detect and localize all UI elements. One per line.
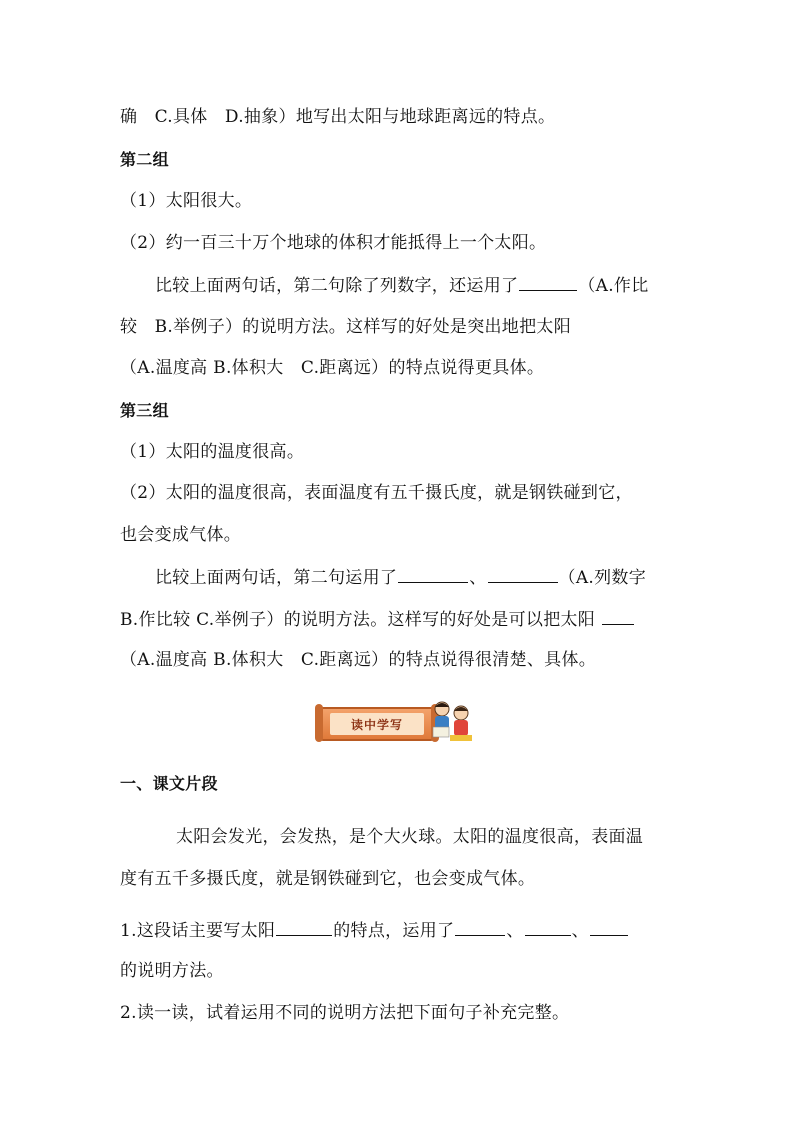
group-2-question-line-2: 较 B.举例子）的说明方法。这样写的好处是突出地把太阳	[120, 317, 571, 337]
answer-blank[interactable]	[276, 919, 332, 936]
text: 1.这段话主要写太阳	[120, 921, 276, 941]
text: 比较上面两句话，第二句除了列数字，还运用了	[155, 276, 519, 296]
line-1: 确 C.具体 D.抽象）地写出太阳与地球距离远的特点。	[120, 107, 556, 127]
answer-blank[interactable]	[488, 566, 558, 583]
text: 、	[571, 921, 589, 941]
answer-blank[interactable]	[455, 919, 505, 936]
passage-line-2: 度有五千多摄氏度，就是钢铁碰到它，也会变成气体。	[120, 869, 536, 889]
text: （A.作比	[578, 276, 649, 296]
text: B.作比较 C.举例子）的说明方法。这样写的好处是可以把太阳	[120, 610, 601, 630]
scroll-label-area	[330, 713, 424, 735]
group-3-question-line-2	[120, 608, 635, 631]
group-2-question-line-1	[155, 274, 649, 297]
group-3-sentence-2-cont: 也会变成气体。	[120, 525, 242, 545]
section-banner	[316, 697, 474, 747]
question-1-cont: 的说明方法。	[120, 961, 224, 981]
text: 、	[506, 921, 524, 941]
children-reading-illustration-icon	[430, 697, 474, 747]
answer-blank[interactable]	[590, 919, 628, 936]
banner-title: 读中学写	[350, 717, 403, 732]
group-2-question-line-3: （A.温度高 B.体积大 C.距离远）的特点说得更具体。	[120, 358, 545, 378]
text: 比较上面两句话，第二句运用了	[155, 568, 398, 588]
section-1-heading: 一、课文片段	[120, 774, 218, 793]
group-2-sentence-2: （2）约一百三十万个地球的体积才能抵得上一个太阳。	[120, 233, 547, 253]
passage-line-1: 太阳会发光，会发热，是个大火球。太阳的温度很高，表面温	[176, 827, 644, 847]
text: 、	[469, 568, 487, 588]
answer-blank[interactable]	[525, 919, 571, 936]
answer-blank[interactable]	[602, 608, 634, 625]
group-2-heading: 第二组	[120, 150, 169, 169]
group-3-sentence-2: （2）太阳的温度很高，表面温度有五千摄氏度，就是钢铁碰到它，	[120, 483, 633, 503]
group-3-heading: 第三组	[120, 401, 169, 420]
text: 的特点，运用了	[333, 921, 455, 941]
group-2-sentence-1: （1）太阳很大。	[120, 191, 253, 211]
question-1	[120, 919, 629, 942]
group-3-question-line-3: （A.温度高 B.体积大 C.距离远）的特点说得很清楚、具体。	[120, 650, 597, 670]
answer-blank[interactable]	[519, 274, 577, 291]
group-3-sentence-1: （1）太阳的温度很高。	[120, 442, 305, 462]
text: （A.列数字	[558, 568, 646, 588]
group-3-question-line-1	[155, 566, 646, 589]
question-2: 2.读一读，试着运用不同的说明方法把下面句子补充完整。	[120, 1003, 570, 1023]
scroll-decoration	[320, 707, 434, 741]
answer-blank[interactable]	[398, 566, 468, 583]
